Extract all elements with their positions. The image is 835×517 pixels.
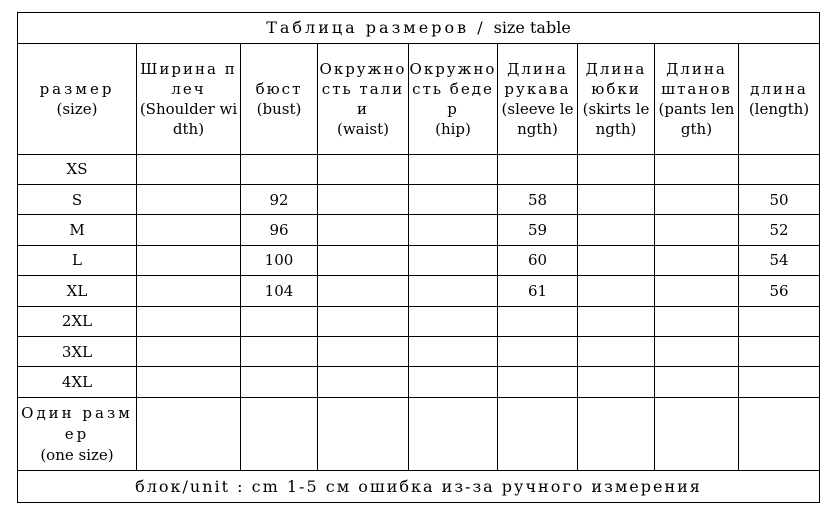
one-size-en: (one size): [40, 445, 114, 464]
hip-cell: [409, 306, 498, 336]
sleeve-cell: [498, 306, 578, 336]
bust-cell: [241, 154, 318, 184]
header-pants-length: [655, 44, 739, 154]
pants-cell: [655, 276, 739, 306]
header-waist-ru: Окружность талии: [319, 60, 407, 119]
size-cell: M: [18, 215, 137, 245]
bust-cell: 92: [241, 185, 318, 215]
hip-cell: [409, 336, 498, 366]
header-sleeve-length: [498, 44, 578, 154]
table-row: [18, 367, 820, 397]
shoulder-cell: [137, 215, 241, 245]
footer-error-note: 1-5 см ошибка из-за ручного измерения: [286, 476, 702, 496]
hip-cell: [409, 276, 498, 306]
size-cell: 3XL: [18, 336, 137, 366]
header-size: [18, 44, 137, 154]
header-skirt-length: [578, 44, 655, 154]
waist-cell: [318, 336, 409, 366]
skirt-cell: [578, 367, 655, 397]
length-cell: 56: [739, 276, 820, 306]
size-cell: L: [18, 245, 137, 275]
skirt-cell: [578, 336, 655, 366]
table-row: [18, 154, 820, 184]
header-shoulder-width: [137, 44, 241, 154]
size-table-container: [17, 12, 819, 503]
length-cell: [739, 397, 820, 471]
table-row: [18, 306, 820, 336]
pants-cell: [655, 154, 739, 184]
sleeve-cell: 61: [498, 276, 578, 306]
bust-cell: 100: [241, 245, 318, 275]
pants-cell: [655, 336, 739, 366]
skirt-cell: [578, 397, 655, 471]
table-row: [18, 245, 820, 275]
header-waist: [318, 44, 409, 154]
waist-cell: [318, 367, 409, 397]
pants-cell: [655, 397, 739, 471]
shoulder-cell: [137, 245, 241, 275]
bust-cell: [241, 397, 318, 471]
length-cell: [739, 154, 820, 184]
shoulder-cell: [137, 154, 241, 184]
shoulder-cell: [137, 276, 241, 306]
hip-cell: [409, 185, 498, 215]
hip-cell: [409, 397, 498, 471]
header-sleeve-en: (sleeve length): [501, 100, 574, 139]
skirt-cell: [578, 185, 655, 215]
length-cell: [739, 336, 820, 366]
header-shoulder-en: (Shoulder width): [139, 100, 238, 139]
header-bust-ru: бюст: [255, 80, 303, 99]
sleeve-cell: 58: [498, 185, 578, 215]
waist-cell: [318, 276, 409, 306]
header-skirt-en: (skirts length): [582, 100, 650, 139]
size-table: [17, 12, 820, 503]
length-cell: 50: [739, 185, 820, 215]
header-row: [18, 44, 820, 154]
size-cell: S: [18, 185, 137, 215]
bust-cell: 96: [241, 215, 318, 245]
length-cell: [739, 306, 820, 336]
waist-cell: [318, 154, 409, 184]
shoulder-cell: [137, 185, 241, 215]
pants-cell: [655, 185, 739, 215]
length-cell: 54: [739, 245, 820, 275]
skirt-cell: [578, 276, 655, 306]
bust-cell: [241, 336, 318, 366]
waist-cell: [318, 245, 409, 275]
header-skirt-ru: Длина юбки: [585, 60, 647, 99]
header-bust-en: (bust): [256, 100, 302, 119]
hip-cell: [409, 215, 498, 245]
length-cell: 52: [739, 215, 820, 245]
sleeve-cell: [498, 336, 578, 366]
hip-cell: [409, 245, 498, 275]
shoulder-cell: [137, 367, 241, 397]
footer-unit: блок/unit : cm: [135, 476, 280, 496]
size-cell: XS: [18, 154, 137, 184]
one-size-ru: Один размер: [21, 403, 133, 443]
header-waist-en: (waist): [336, 120, 389, 139]
waist-cell: [318, 185, 409, 215]
bust-cell: 104: [241, 276, 318, 306]
bust-cell: [241, 367, 318, 397]
hip-cell: [409, 154, 498, 184]
header-hip-en: (hip): [435, 120, 471, 139]
header-size-en: (size): [56, 100, 98, 119]
header-bust: [241, 44, 318, 154]
sleeve-cell: [498, 397, 578, 471]
sleeve-cell: [498, 154, 578, 184]
waist-cell: [318, 306, 409, 336]
length-cell: [739, 367, 820, 397]
sleeve-cell: [498, 367, 578, 397]
table-title: [18, 13, 820, 44]
skirt-cell: [578, 215, 655, 245]
table-row: [18, 336, 820, 366]
waist-cell: [318, 397, 409, 471]
table-title-separator: /: [477, 18, 486, 38]
header-shoulder-ru: Ширина плеч: [140, 60, 237, 99]
size-cell: 4XL: [18, 367, 137, 397]
sleeve-cell: 60: [498, 245, 578, 275]
waist-cell: [318, 215, 409, 245]
pants-cell: [655, 306, 739, 336]
header-size-ru: размер: [39, 80, 115, 99]
one-size-row: [18, 397, 820, 471]
size-cell: XL: [18, 276, 137, 306]
header-hip-ru: Окружность бедер: [409, 60, 497, 119]
header-hip: [409, 44, 498, 154]
skirt-cell: [578, 245, 655, 275]
hip-cell: [409, 367, 498, 397]
table-title-ru: Таблица размеров: [266, 18, 470, 38]
size-cell: 2XL: [18, 306, 137, 336]
one-size-label: [18, 397, 137, 471]
header-pants-ru: Длина штанов: [661, 60, 732, 99]
table-footer: [18, 471, 820, 503]
table-row: [18, 276, 820, 306]
sleeve-cell: 59: [498, 215, 578, 245]
bust-cell: [241, 306, 318, 336]
table-row: [18, 185, 820, 215]
skirt-cell: [578, 154, 655, 184]
pants-cell: [655, 367, 739, 397]
header-length: [739, 44, 820, 154]
header-length-en: (length): [748, 100, 810, 119]
header-length-ru: длина: [750, 80, 808, 99]
header-pants-en: (pants length): [658, 100, 735, 139]
shoulder-cell: [137, 306, 241, 336]
header-sleeve-ru: Длина рукава: [504, 60, 571, 99]
shoulder-cell: [137, 397, 241, 471]
table-title-en: size table: [493, 18, 571, 38]
skirt-cell: [578, 306, 655, 336]
shoulder-cell: [137, 336, 241, 366]
pants-cell: [655, 245, 739, 275]
pants-cell: [655, 215, 739, 245]
table-row: [18, 215, 820, 245]
